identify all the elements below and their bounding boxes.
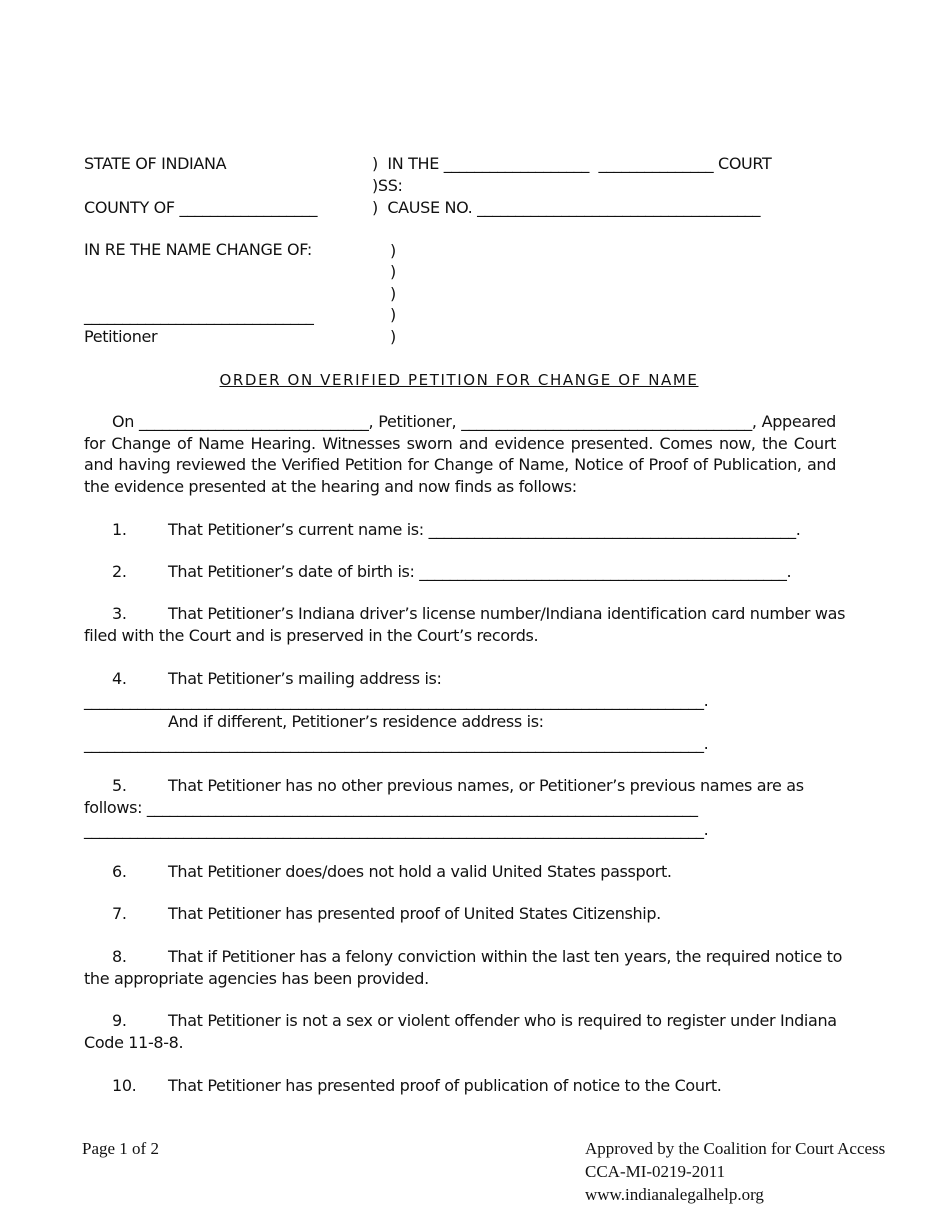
item-number: 7. bbox=[112, 904, 127, 923]
item-text: That Petitioner has presented proof of publication of notice to the Court. bbox=[168, 1076, 722, 1095]
item-text: filed with the Court and is preserved in the Court’s records. bbox=[84, 626, 539, 645]
item-number: 8. bbox=[112, 947, 127, 966]
item-text: Code 11-8-8. bbox=[84, 1033, 184, 1052]
item-text: That Petitioner’s current name is: ________________________________________________. bbox=[168, 520, 801, 539]
caption-paren: ) bbox=[390, 284, 396, 303]
item-text: That if Petitioner has a felony conviction within the last ten years, the required notice to bbox=[168, 947, 843, 966]
page-number: Page 1 of 2 bbox=[82, 1139, 159, 1158]
county-line: COUNTY OF __________________ bbox=[84, 198, 318, 217]
item-text: the appropriate agencies has been provided. bbox=[84, 969, 429, 988]
item-text: That Petitioner’s Indiana driver’s license number/Indiana identification card number was bbox=[168, 604, 846, 623]
item-number: 9. bbox=[112, 1011, 127, 1030]
caption-paren: ) bbox=[390, 327, 396, 346]
mailing-address-line: _________________________________________________________________________________. bbox=[84, 691, 709, 710]
item-text: That Petitioner is not a sex or violent offender who is required to register under Indiana bbox=[168, 1011, 837, 1030]
document-title bbox=[84, 370, 834, 390]
item-text: That Petitioner has no other previous names, or Petitioner’s previous names are as bbox=[168, 776, 804, 795]
item-text: And if different, Petitioner’s residence address is: bbox=[168, 712, 544, 731]
item-number: 3. bbox=[112, 604, 127, 623]
item-text: That Petitioner does/does not hold a valid United States passport. bbox=[168, 862, 672, 881]
item-number: 5. bbox=[112, 776, 127, 795]
ss-label: )SS: bbox=[372, 176, 403, 195]
caption-paren: ) bbox=[390, 262, 396, 281]
caption-paren: ) bbox=[390, 305, 396, 324]
cause-number-line: ) CAUSE NO. _____________________________________ bbox=[372, 198, 761, 217]
item-number: 4. bbox=[112, 669, 127, 688]
in-re-label: IN RE THE NAME CHANGE OF: bbox=[84, 240, 312, 259]
intro-paragraph: On ______________________________, Petitioner, ______________________________________, Appeared for Change of Name Hearing. Witnesses sworn and evidence presented. Comes now, the Court and having reviewed the Verified Petition for Change of Name, Notice of Proof of Publication, and the evidence presented at the hearing and now finds as follows: bbox=[84, 412, 836, 496]
previous-names-line: _________________________________________________________________________________. bbox=[84, 820, 709, 839]
residence-address-line: _________________________________________________________________________________. bbox=[84, 734, 709, 753]
court-line: ) IN THE ___________________ _______________ COURT bbox=[372, 154, 772, 173]
form-id: CCA-MI-0219-2011 bbox=[585, 1162, 726, 1181]
item-number: 6. bbox=[112, 862, 127, 881]
petitioner-label: Petitioner bbox=[84, 327, 158, 346]
item-number: 2. bbox=[112, 562, 127, 581]
caption-paren: ) bbox=[390, 241, 396, 260]
item-text: That Petitioner’s mailing address is: bbox=[168, 669, 442, 688]
approval-note: Approved by the Coalition for Court Access bbox=[585, 1139, 886, 1158]
state-label: STATE OF INDIANA bbox=[84, 154, 227, 173]
item-number: 1. bbox=[112, 520, 127, 539]
previous-names-line: follows: ________________________________________________________________________ bbox=[84, 798, 698, 817]
petitioner-name-line: ______________________________ bbox=[84, 306, 314, 325]
item-number: 10. bbox=[112, 1076, 137, 1095]
item-text: That Petitioner’s date of birth is: ________________________________________________. bbox=[168, 562, 792, 581]
item-text: That Petitioner has presented proof of United States Citizenship. bbox=[168, 904, 661, 923]
website-text: www.indianalegalhelp.org bbox=[585, 1185, 764, 1204]
document-title-text: ORDER ON VERIFIED PETITION FOR CHANGE OF NAME bbox=[219, 371, 699, 389]
